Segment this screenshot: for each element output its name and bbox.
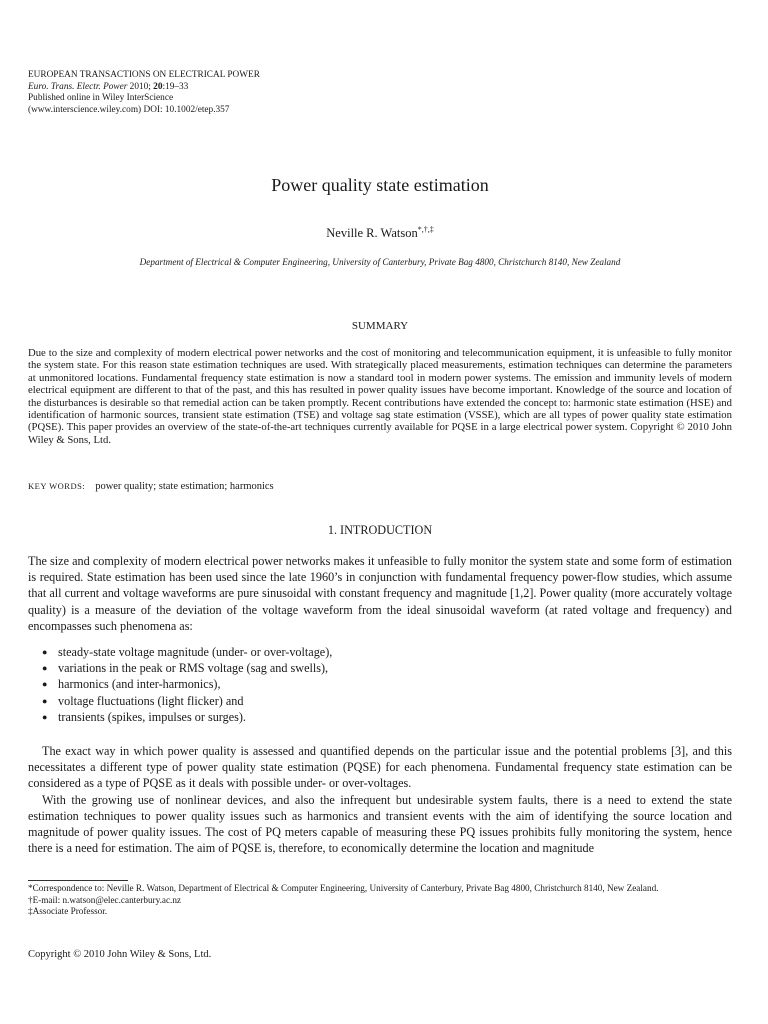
list-item: ● voltage fluctuations (light flicker) and <box>42 693 332 709</box>
journal-year: 2010; <box>127 81 154 92</box>
affiliation: Department of Electrical & Computer Engineering, University of Canterbury, Private Bag 4800, Christchurch 8140, New Zealand <box>139 257 621 267</box>
publication-note: Published online in Wiley InterScience <box>28 93 174 104</box>
list-item: ● steady-state voltage magnitude (under- or over-voltage), <box>42 644 332 660</box>
paper-page <box>28 0 762 1024</box>
footnote-email: †E-mail: n.watson@elec.canterbury.ac.nz <box>28 894 182 905</box>
journal-pages: :19–33 <box>162 81 189 92</box>
paragraph-nonlinear: With the growing use of nonlinear devices, and also the infrequent but undesirable system faults, there is a need to extend the state estimation techniques to power quality issues such as harmonics and transient events with the aim of identifying the source location and magnitude of power quality issues. The cost of PQ meters capable of measuring these PQ issues prohibits fully monitoring the system, hence there is a need for estimation. The aim of PQSE is, therefore, to economically determine the location and magnitude <box>28 792 732 856</box>
paper-title: Power quality state estimation <box>271 175 489 195</box>
journal-volume: 20 <box>153 81 163 92</box>
summary-text: Due to the size and complexity of modern electrical power networks and the cost of monitoring and telecommunication equipment, it is unfeasible to fully monitor the system state. For this reason state estimation techniques are used. With strategically placed measurements, estimation techniques can determine the parameters at unmonitored locations. Fundamental frequency state estimation is now a standard tool in modern power systems. The emission and immunity levels of modern electrical equipment are different to that of the past, and this has resulted in power quality issues have become important. Knowledge of the source and location of the disturbances is desirable so that remedial action can be taken promptly. Recent contributions have extended the concept to: harmonic state estimation (HSE) and identification of harmonic sources, transient state estimation (TSE) and voltage sag state estimation (VSSE), which are all types of power quality state estimation (PQSE). This paper provides an overview of the state-of-the-art techniques currently available for PQSE in a large electrical power system. Copyright © 2010 John Wiley & Sons, Ltd. <box>28 347 732 446</box>
journal-name: EUROPEAN TRANSACTIONS ON ELECTRICAL POWER <box>28 70 260 80</box>
list-item: ● transients (spikes, impulses or surges). <box>42 709 332 725</box>
footnote-position: ‡Associate Professor. <box>28 906 108 917</box>
footnote-correspondence: *Correspondence to: Neville R. Watson, Department of Electrical & Computer Engineering, University of Canterbury, Private Bag 4800, Christchurch 8140, New Zealand. <box>28 883 659 893</box>
author-name: Neville R. Watson <box>326 226 418 241</box>
doi-line: (www.interscience.wiley.com) DOI: 10.1002/etep.357 <box>28 104 230 115</box>
summary-heading: SUMMARY <box>351 320 409 332</box>
phenomena-list <box>42 644 332 725</box>
paragraph-assessment: The exact way in which power quality is assessed and quantified depends on the particular issue and the potential problems [3], and this necessitates a different type of power quality state estimation (PQSE) for each phenomena. Fundamental frequency state estimation can be considered as a type of PQSE as it deals with possible under- or over-voltages. <box>28 744 732 791</box>
author-line <box>28 225 732 241</box>
journal-citation <box>28 82 260 94</box>
footnotes <box>28 880 732 918</box>
keywords <box>28 481 274 492</box>
author-marks: *,†,‡ <box>417 225 434 234</box>
journal-abbreviation: Euro. Trans. Electr. Power <box>28 81 128 92</box>
body-text <box>28 743 732 856</box>
list-item: ● variations in the peak or RMS voltage (sag and swells), <box>42 660 332 676</box>
keywords-value: power quality; state estimation; harmonics <box>95 481 274 492</box>
list-item: ● harmonics (and inter-harmonics), <box>42 676 332 692</box>
intro-paragraph: The size and complexity of modern electrical power networks makes it unfeasible to fully monitor the system state and some form of estimation is required. State estimation has been used since the late 1960’s in conjunction with fundamental frequency power-flow studies, which assume that all current and voltage waveforms are pure sinusoidal with constant frequency and magnitude [1,2]. Power quality (more accurately voltage quality) is a measure of the deviation of the voltage waveform from the ideal sinusoidal waveform (at rated voltage and frequency) and encompasses such phenomena as: <box>28 554 732 633</box>
journal-header <box>28 70 260 116</box>
copyright-line: Copyright © 2010 John Wiley & Sons, Ltd. <box>28 949 212 960</box>
section-heading: 1. INTRODUCTION <box>327 523 433 537</box>
keywords-label: KEY WORDS: <box>28 481 86 491</box>
footnote-divider <box>28 880 128 881</box>
